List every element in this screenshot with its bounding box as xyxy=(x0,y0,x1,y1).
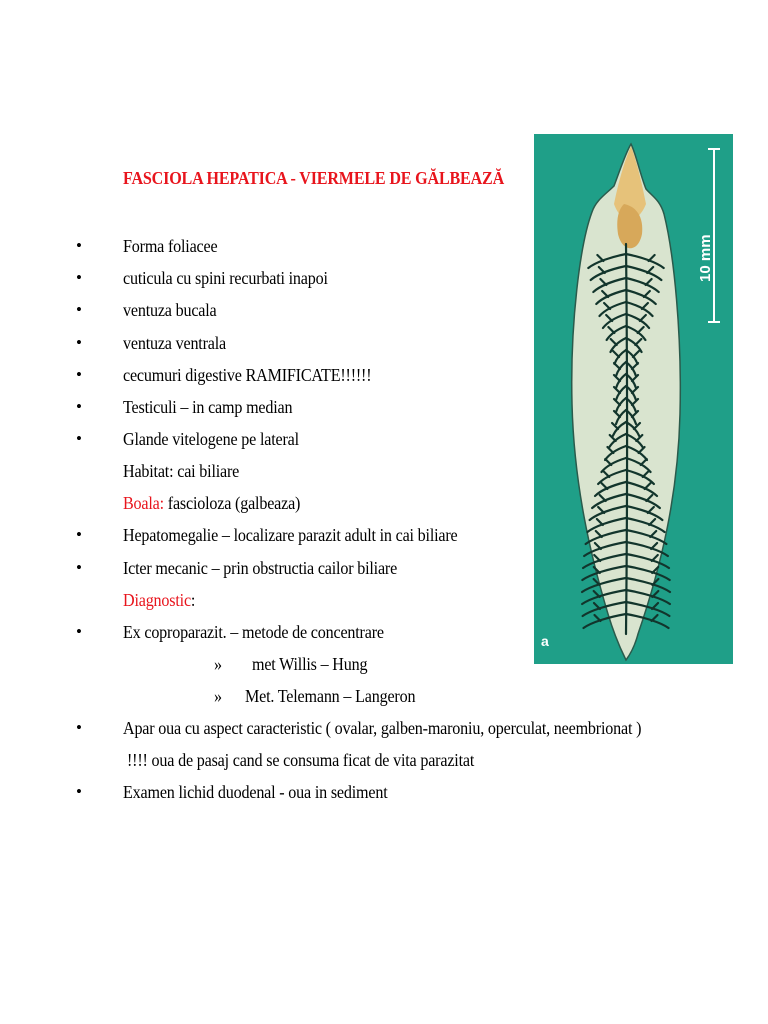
sub-item-2: Met. Telemann – Langeron xyxy=(245,686,416,706)
sub-bullet-1: » xyxy=(214,654,222,674)
bullet-7: • xyxy=(76,429,82,448)
bullet-6: • xyxy=(76,397,82,416)
panel-label: a xyxy=(541,633,549,649)
bullet-12: • xyxy=(76,782,82,801)
bullet-4: • xyxy=(76,333,82,352)
list-item: cuticula cu spini recurbati inapoi xyxy=(123,268,328,288)
list-item: Apar oua cu aspect caracteristic ( ovalar, galben-maroniu, operculat, neembrionat ) xyxy=(123,718,642,738)
page-title: FASCIOLA HEPATICA - VIERMELE DE GĂLBEAZĂ xyxy=(123,168,505,188)
list-item: ventuza bucala xyxy=(123,300,217,320)
bullet-5: • xyxy=(76,365,82,384)
habitat-line: Habitat: cai biliare xyxy=(123,461,240,481)
bullet-1: • xyxy=(76,236,82,255)
sub-bullet-2: » xyxy=(214,686,222,706)
disease-line xyxy=(123,493,300,513)
bullet-11: • xyxy=(76,718,82,737)
fasciola-illustration xyxy=(534,134,733,664)
list-item: Icter mecanic – prin obstructia cailor biliare xyxy=(123,558,398,578)
bullet-3: • xyxy=(76,300,82,319)
diagnostic-label: Diagnostic xyxy=(123,590,191,610)
list-item: ventuza ventrala xyxy=(123,333,226,353)
note-line: !!!! oua de pasaj cand se consuma ficat de vita parazitat xyxy=(127,750,475,770)
diagnostic-heading xyxy=(123,590,195,610)
list-item: Glande vitelogene pe lateral xyxy=(123,429,299,449)
list-item: Ex coproparazit. – metode de concentrare xyxy=(123,622,384,642)
disease-name: fascioloza (galbeaza) xyxy=(167,493,301,513)
scale-label: 10 mm xyxy=(697,234,714,282)
bullet-8: • xyxy=(76,525,82,544)
list-item: Testiculi – in camp median xyxy=(123,397,293,417)
bullet-10: • xyxy=(76,622,82,641)
fasciola-specimen-image xyxy=(534,134,733,664)
list-item: Examen lichid duodenal - oua in sediment xyxy=(123,782,388,802)
bullet-2: • xyxy=(76,268,82,287)
bullet-9: • xyxy=(76,558,82,577)
sub-item-1: met Willis – Hung xyxy=(252,654,368,674)
list-item: Hepatomegalie – localizare parazit adult in cai biliare xyxy=(123,525,458,545)
list-item: cecumuri digestive RAMIFICATE!!!!!! xyxy=(123,365,372,385)
list-item: Forma foliacee xyxy=(123,236,218,256)
diagnostic-colon: : xyxy=(190,590,196,610)
disease-label: Boala: xyxy=(123,493,164,513)
